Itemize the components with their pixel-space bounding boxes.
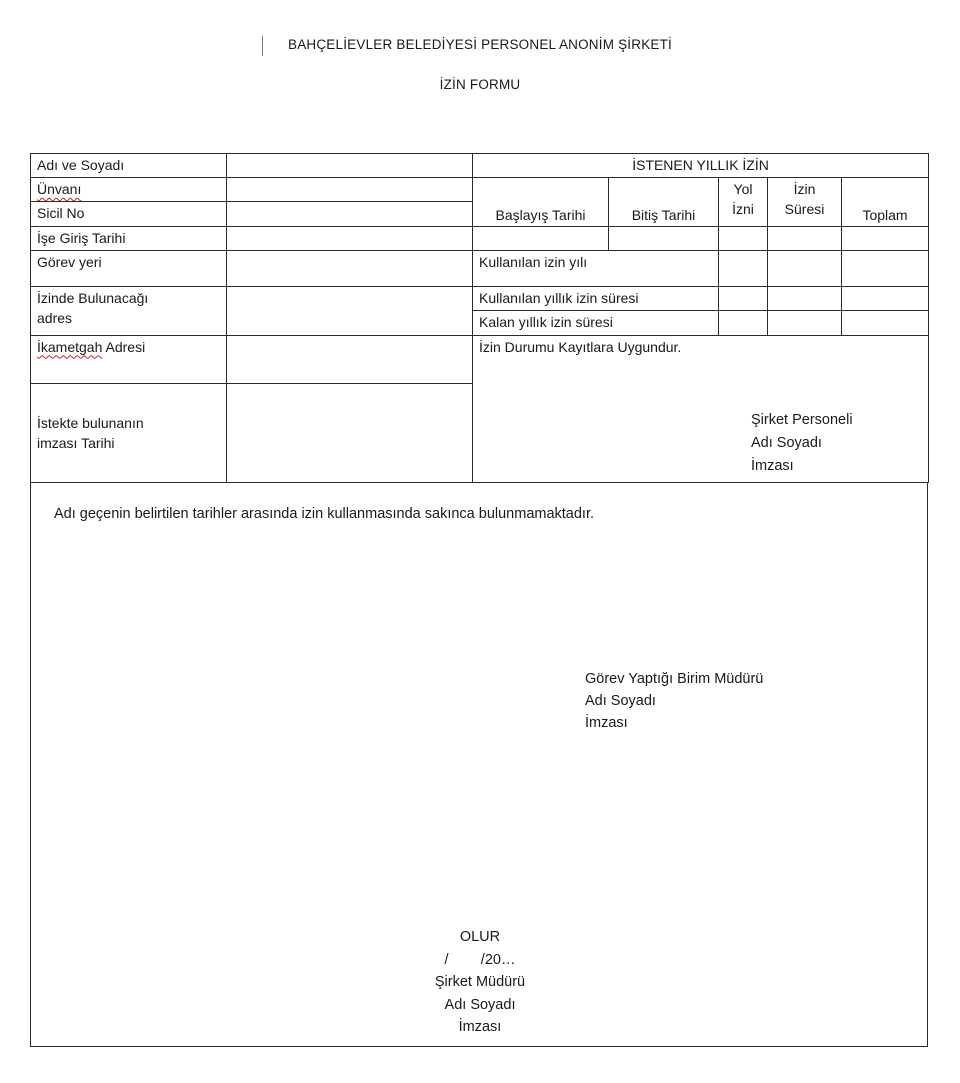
total-value[interactable]	[842, 226, 929, 250]
remaining-road[interactable]	[719, 311, 768, 335]
status-text: İzin Durumu Kayıtlara Uygundur.	[479, 338, 682, 355]
leave-form-table	[30, 153, 929, 483]
used-year-road[interactable]	[719, 250, 768, 286]
col-road-leave-line2: İzni	[732, 201, 754, 218]
unit-manager-signature-block	[585, 668, 763, 734]
col-total: Toplam	[842, 178, 929, 226]
used-year-label: Kullanılan izin yılı	[473, 250, 719, 286]
no-objection-statement: Adı geçenin belirtilen tarihler arasında izin kullanmasında sakınca bulunmamaktadır.	[54, 506, 595, 522]
form-title: İZİN FORMU	[439, 77, 521, 92]
name-value[interactable]	[227, 154, 473, 178]
title-label-text: Ünvanı	[37, 181, 82, 198]
col-start-date: Başlayış Tarihi	[473, 178, 609, 226]
requester-sign-line2: imzası Tarihi	[37, 435, 115, 452]
manager-sign: İmzası	[585, 715, 628, 731]
text-cursor	[262, 36, 263, 56]
residence-label-word: İkametgah	[37, 338, 103, 355]
leave-duration-value[interactable]	[768, 226, 842, 250]
col-road-leave-line1: Yol	[733, 181, 753, 198]
used-duration-total[interactable]	[842, 287, 929, 311]
leave-address-label	[31, 287, 227, 335]
registry-label: Sicil No	[31, 202, 227, 226]
col-leave-duration	[768, 178, 842, 226]
approval-role: Şirket Müdürü	[434, 974, 526, 990]
registry-value[interactable]	[227, 202, 473, 226]
work-place-label: Görev yeri	[31, 250, 227, 286]
manager-name: Adı Soyadı	[585, 693, 656, 709]
work-place-value[interactable]	[227, 250, 473, 286]
requester-sign-value[interactable]	[227, 384, 473, 483]
title-value[interactable]	[227, 178, 473, 202]
used-duration-road[interactable]	[719, 287, 768, 311]
requester-sign-line1: İstekte bulunanın	[37, 415, 144, 432]
approval-olur: OLUR	[459, 929, 501, 945]
residence-label	[31, 335, 227, 383]
manager-role: Görev Yaptığı Birim Müdürü	[585, 671, 764, 687]
leave-start-value[interactable]	[473, 226, 609, 250]
personnel-sign: İmzası	[751, 457, 794, 474]
start-date-value[interactable]	[227, 226, 473, 250]
status-box	[473, 335, 929, 482]
leave-address-value[interactable]	[227, 287, 473, 335]
title-label	[31, 178, 227, 202]
approval-sign: İmzası	[458, 1019, 502, 1035]
col-leave-duration-line2: Süresi	[784, 201, 825, 218]
personnel-signature-block	[479, 357, 922, 478]
personnel-name: Adı Soyadı	[751, 434, 822, 451]
company-title: BAHÇELİEVLER BELEDİYESİ PERSONEL ANONİM ŞİRKETİ	[287, 37, 673, 52]
used-year-duration[interactable]	[768, 250, 842, 286]
name-label: Adı ve Soyadı	[31, 154, 227, 178]
road-leave-value[interactable]	[719, 226, 768, 250]
leave-address-line1: İzinde Bulunacağı	[37, 290, 149, 307]
used-year-total[interactable]	[842, 250, 929, 286]
approval-name: Adı Soyadı	[444, 996, 516, 1013]
leave-address-line2: adres	[37, 310, 73, 327]
used-duration-duration[interactable]	[768, 287, 842, 311]
remaining-label: Kalan yıllık izin süresi	[473, 311, 719, 335]
leave-request-header: İSTENEN YILLIK İZİN	[473, 154, 929, 178]
company-manager-approval	[31, 926, 929, 1039]
remaining-total[interactable]	[842, 311, 929, 335]
approval-date: / /20…	[444, 951, 516, 968]
personnel-role: Şirket Personeli	[751, 411, 853, 428]
residence-label-rest: Adresi	[102, 338, 146, 355]
leave-end-value[interactable]	[609, 226, 719, 250]
used-duration-label: Kullanılan yıllık izin süresi	[473, 287, 719, 311]
approval-section	[30, 482, 928, 1047]
col-leave-duration-line1: İzin	[793, 181, 816, 198]
remaining-duration[interactable]	[768, 311, 842, 335]
residence-value[interactable]	[227, 335, 473, 383]
requester-sign-label	[31, 384, 227, 483]
start-date-label: İşe Giriş Tarihi	[31, 226, 227, 250]
col-end-date: Bitiş Tarihi	[609, 178, 719, 226]
col-road-leave	[719, 178, 768, 226]
